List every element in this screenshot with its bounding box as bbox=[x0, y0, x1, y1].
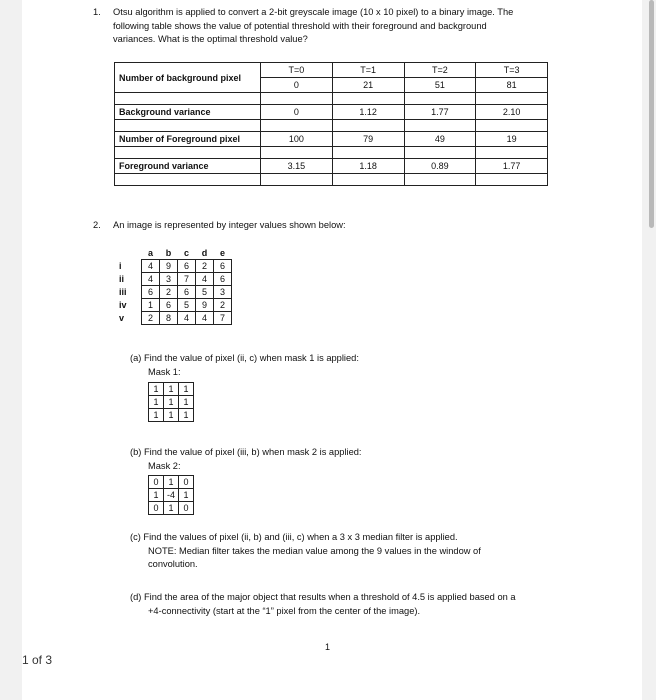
pixel-cell: 3 bbox=[214, 286, 232, 299]
mask-cell: 1 bbox=[164, 476, 179, 489]
table-header-cell: T=1 bbox=[332, 63, 404, 78]
column-label: e bbox=[219, 248, 225, 258]
part-c-line: (c) Find the values of pixel (ii, b) and (iii, c) when a 3 x 3 median filter is applied. bbox=[130, 532, 458, 542]
pixel-cell: 4 bbox=[196, 273, 214, 286]
part-c-line: NOTE: Median filter takes the median value among the 9 values in the window of bbox=[148, 545, 481, 556]
pixel-cell: 8 bbox=[160, 312, 178, 325]
table-header-cell: T=2 bbox=[404, 63, 476, 78]
pixel-cell: 6 bbox=[214, 260, 232, 273]
page-indicator: 1 of 3 bbox=[22, 653, 53, 667]
table-cell: 19 bbox=[476, 132, 548, 147]
row-label: iii bbox=[119, 287, 127, 297]
table-header-cell: T=0 bbox=[261, 63, 333, 78]
threshold-table-row bbox=[115, 132, 548, 147]
part-a-text: (a) Find the value of pixel (ii, c) when mask 1 is applied: bbox=[130, 353, 359, 363]
pixel-cell: 7 bbox=[214, 312, 232, 325]
image-matrix-row bbox=[113, 286, 232, 299]
mask-cell: 1 bbox=[179, 383, 194, 396]
pixel-cell: 2 bbox=[160, 286, 178, 299]
pixel-cell: 2 bbox=[196, 260, 214, 273]
table-cell: 0.89 bbox=[404, 159, 476, 174]
question-2-text: An image is represented by integer values shown below: bbox=[113, 220, 346, 230]
table-cell: 1.12 bbox=[332, 105, 404, 120]
pixel-cell: 3 bbox=[160, 273, 178, 286]
pixel-cell: 2 bbox=[142, 312, 160, 325]
table-cell: 3.15 bbox=[261, 159, 333, 174]
table-cell: 21 bbox=[332, 78, 404, 93]
pixel-cell: 9 bbox=[160, 260, 178, 273]
table-cell: 79 bbox=[332, 132, 404, 147]
pixel-cell: 6 bbox=[160, 299, 178, 312]
table-cell: 2.10 bbox=[476, 105, 548, 120]
mask-cell: 0 bbox=[179, 476, 194, 489]
table-cell: 1.77 bbox=[404, 105, 476, 120]
pixel-cell: 6 bbox=[142, 286, 160, 299]
column-label: a bbox=[147, 248, 153, 258]
vertical-scrollbar[interactable] bbox=[649, 0, 654, 228]
mask-2-table bbox=[148, 475, 194, 515]
image-matrix-row bbox=[113, 299, 232, 312]
pixel-cell: 5 bbox=[178, 299, 196, 312]
part-d-line: (d) Find the area of the major object that results when a threshold of 4.5 is applied based on a bbox=[130, 592, 516, 602]
table-header-cell: T=3 bbox=[476, 63, 548, 78]
image-matrix-header bbox=[113, 247, 232, 260]
mask-cell: 1 bbox=[164, 502, 179, 515]
table-row-label: Foreground variance bbox=[115, 159, 261, 174]
table-cell: 0 bbox=[261, 105, 333, 120]
threshold-table-row bbox=[115, 105, 548, 120]
pixel-cell: 6 bbox=[178, 260, 196, 273]
mask-cell: 1 bbox=[164, 396, 179, 409]
question-1-line: following table shows the value of potential threshold with their foreground and background bbox=[113, 20, 487, 31]
pixel-cell: 4 bbox=[196, 312, 214, 325]
mask-cell: 0 bbox=[149, 476, 164, 489]
row-label: ii bbox=[119, 274, 125, 284]
mask-cell: 1 bbox=[149, 409, 164, 422]
question-1-line: Otsu algorithm is applied to convert a 2-bit greyscale image (10 x 10 pixel) to a binary image. The bbox=[113, 7, 514, 17]
pixel-cell: 2 bbox=[214, 299, 232, 312]
column-label: c bbox=[183, 248, 189, 258]
row-label: i bbox=[119, 261, 122, 271]
mask-cell: 1 bbox=[149, 489, 164, 502]
mask-2-label: Mask 2: bbox=[148, 461, 181, 471]
row-label: v bbox=[119, 313, 125, 323]
mask-cell: 1 bbox=[164, 383, 179, 396]
mask-cell: 1 bbox=[179, 396, 194, 409]
pixel-cell: 4 bbox=[142, 260, 160, 273]
pixel-cell: 1 bbox=[142, 299, 160, 312]
mask-cell: 0 bbox=[149, 502, 164, 515]
pixel-cell: 9 bbox=[196, 299, 214, 312]
table-row-label: Number of Foreground pixel bbox=[115, 132, 261, 147]
question-1-line: variances. What is the optimal threshold value? bbox=[113, 34, 308, 44]
threshold-table-row bbox=[115, 159, 548, 174]
table-cell: 100 bbox=[261, 132, 333, 147]
pixel-cell: 5 bbox=[196, 286, 214, 299]
part-c bbox=[130, 531, 570, 572]
mask-cell: 1 bbox=[164, 409, 179, 422]
table-row-label: Number of background pixel bbox=[115, 63, 261, 93]
table-cell: 81 bbox=[476, 78, 548, 93]
question-1-number: 1. bbox=[93, 7, 101, 17]
page-number: 1 bbox=[325, 642, 331, 652]
image-matrix-row bbox=[113, 312, 232, 325]
table-cell: 49 bbox=[404, 132, 476, 147]
mask-cell: 1 bbox=[179, 409, 194, 422]
table-cell: 0 bbox=[261, 78, 333, 93]
threshold-table-row bbox=[115, 63, 548, 78]
mask-cell: -4 bbox=[164, 489, 179, 502]
part-d bbox=[130, 591, 600, 618]
row-label: iv bbox=[119, 300, 127, 310]
part-b-text: (b) Find the value of pixel (iii, b) when mask 2 is applied: bbox=[130, 447, 362, 457]
mask-cell: 1 bbox=[149, 383, 164, 396]
table-row-label: Background variance bbox=[115, 105, 261, 120]
image-matrix bbox=[113, 247, 232, 325]
question-2-number: 2. bbox=[93, 220, 101, 230]
mask-1-label: Mask 1: bbox=[148, 367, 181, 377]
pixel-cell: 6 bbox=[178, 286, 196, 299]
mask-cell: 1 bbox=[149, 396, 164, 409]
pixel-cell: 7 bbox=[178, 273, 196, 286]
pixel-cell: 4 bbox=[142, 273, 160, 286]
column-label: b bbox=[165, 248, 172, 258]
column-label: d bbox=[201, 248, 208, 258]
table-cell: 51 bbox=[404, 78, 476, 93]
image-matrix-row bbox=[113, 260, 232, 273]
threshold-table bbox=[114, 62, 548, 186]
mask-cell: 0 bbox=[179, 502, 194, 515]
table-cell: 1.77 bbox=[476, 159, 548, 174]
part-d-line: +4-connectivity (start at the “1” pixel from the center of the image). bbox=[148, 605, 421, 616]
pixel-cell: 6 bbox=[214, 273, 232, 286]
table-cell: 1.18 bbox=[332, 159, 404, 174]
mask-cell: 1 bbox=[179, 489, 194, 502]
pixel-cell: 4 bbox=[178, 312, 196, 325]
image-matrix-row bbox=[113, 273, 232, 286]
part-c-line: convolution. bbox=[148, 559, 198, 569]
mask-1-table bbox=[148, 382, 194, 422]
